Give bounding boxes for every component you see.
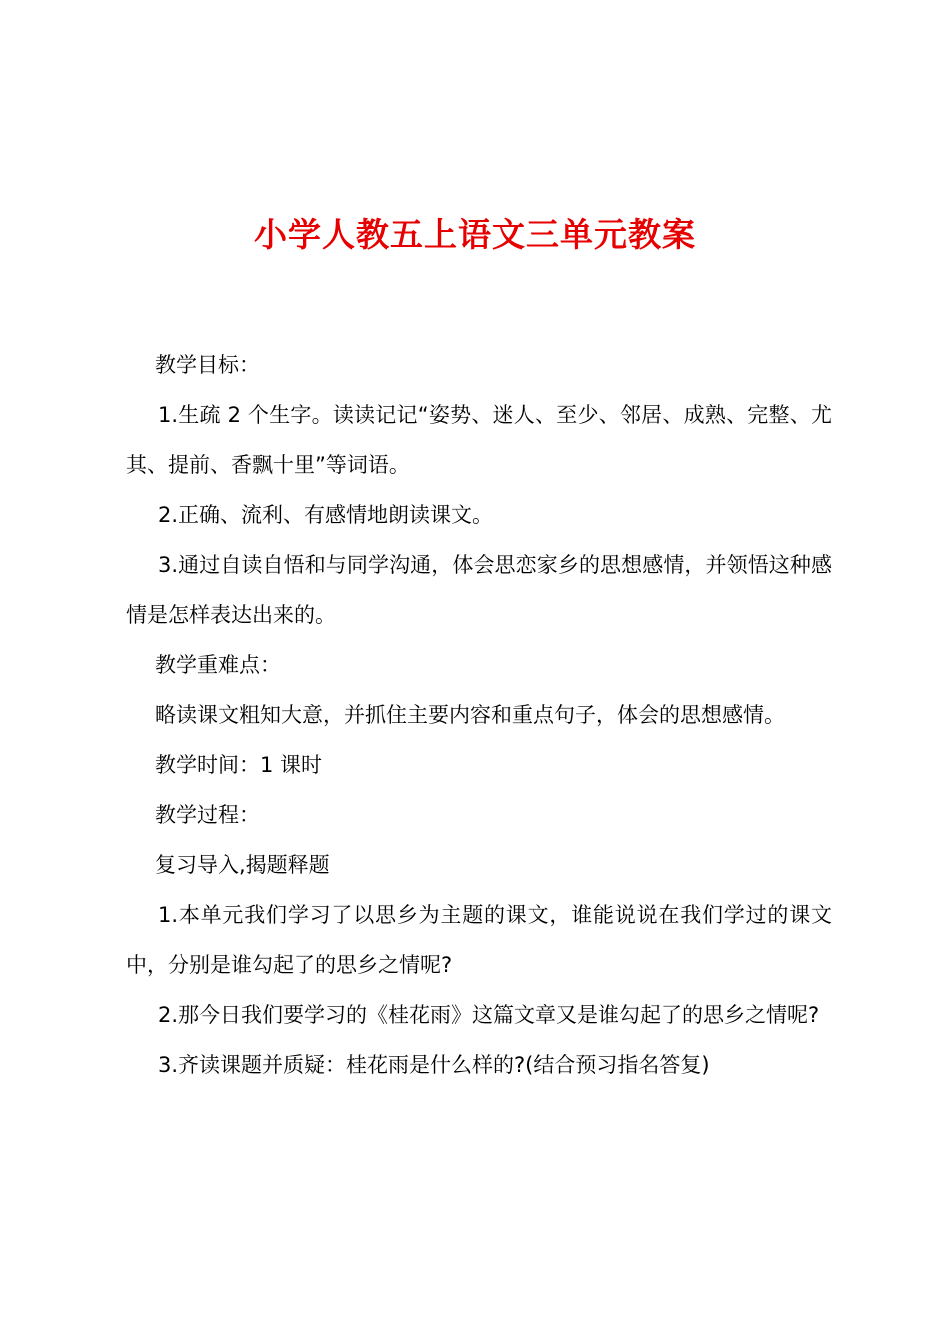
objective-item-1: 1.生疏 2 个生字。读读记记“姿势、迷人、至少、邻居、成熟、完整、尤其、提前、香飘十里”等词语。 (126, 403, 832, 477)
teaching-time: 教学时间：1 课时 (155, 753, 323, 777)
process-item-3: 3.齐读课题并质疑：桂花雨是什么样的?(结合预习指名答复) (158, 1053, 710, 1077)
document-body (126, 340, 832, 1090)
key-points-text: 略读课文粗知大意，并抓住主要内容和重点句子，体会的思想感情。 (155, 703, 785, 727)
objective-item-3: 3.通过自读自悟和与同学沟通，体会思恋家乡的思想感情，并领悟这种感情是怎样表达出来的。 (126, 553, 832, 627)
document-title: 小学人教五上语文三单元教案 (254, 215, 696, 254)
section-heading-key-points: 教学重难点： (155, 653, 281, 677)
objective-item-2: 2.正确、流利、有感情地朗读课文。 (158, 503, 494, 527)
section-heading-process: 教学过程： (155, 803, 260, 827)
process-item-1: 1.本单元我们学习了以思乡为主题的课文，谁能说说在我们学过的课文中，分别是谁勾起了的思乡之情呢? (126, 903, 832, 977)
section-heading-objectives: 教学目标： (155, 353, 260, 377)
process-item-2: 2.那今日我们要学习的《桂花雨》这篇文章又是谁勾起了的思乡之情呢? (158, 1003, 820, 1027)
process-subheading: 复习导入,揭题释题 (155, 853, 330, 877)
